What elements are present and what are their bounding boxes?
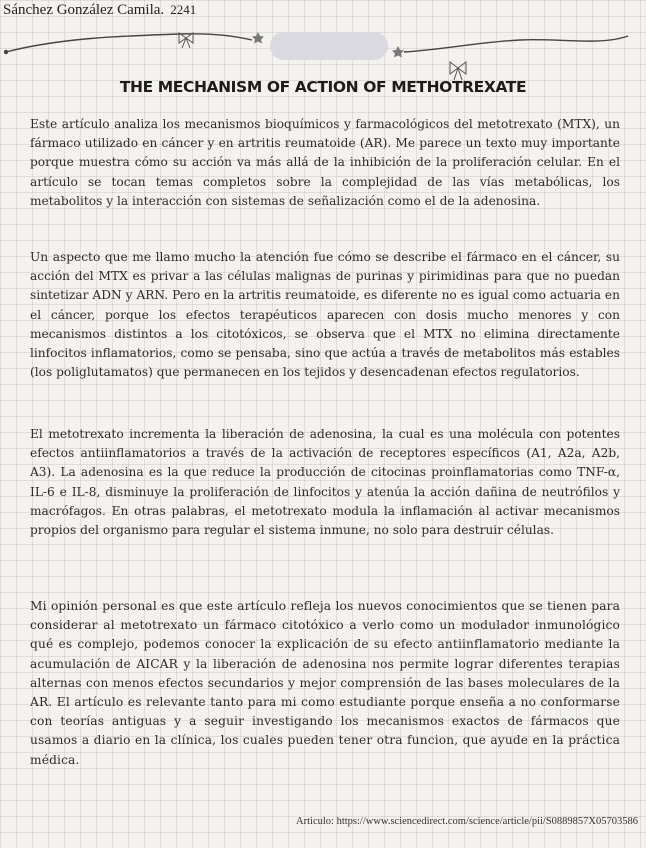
author-line — [3, 2, 196, 19]
article-link[interactable]: https://www.sciencedirect.com/science/article/pii/S0889857X05703586 — [336, 816, 638, 827]
paragraph-opinion: Mi opinión personal es que este artículo refleja los nuevos conocimientos que se tienen para considerar al metotrexato un fármaco citotóxico a verlo como un modulador inmunológico qué es complejo, podemos conocer la explicación de su efecto antiinflamatorio mediante la acumulación de AICAR y la liberación de adenosina nos permite lograr diferentes terapias alternas con menos efectos secundarios y mejor comprensión de las bases moleculares de la AR. El artículo es relevante tanto para mi como estudiante porque enseña a no conformarse con teorías antiguas y a seguir investigando los mecanismos exactos de fármacos que usamos a diario en la clínica, los cuales pueden tener otra funcion, que ayude en la práctica médica. — [30, 599, 620, 767]
star-icon — [392, 46, 404, 58]
article-reference — [296, 816, 638, 827]
left-end-dot — [4, 50, 8, 54]
paragraph-intro: Este artículo analiza los mecanismos bioquímicos y farmacológicos del metotrexato (MTX), un fármaco utilizado en cáncer y en artritis reumatoide (AR). Me parece un texto muy importante porque muestra cómo su acción va más allá de la inhibición de la proliferación celular. En el artículo se tocan temas completos sobre la complejidad de las vías metabólicas, los metabolitos y la interacción con sistemas de señalización como el de la adenosina. — [30, 117, 620, 208]
center-pill-decoration — [270, 32, 388, 60]
author-name: Sánchez González Camila. — [3, 2, 165, 18]
paragraph-adenosine: El metotrexato incrementa la liberación de adenosina, la cual es una molécula con potentes efectos antiinflamatorios a través de la activación de receptores específicos (A1, A2a, A2b, A3). La adenosina es la que reduce la producción de citocinas proinflamatorias como TNF-α, IL-6 e IL-8, disminuye la proliferación de linfocitos y atenúa la acción dañina de neutrófilos y macrófagos. En otras palabras, el metotrexato modula la inflamación al activar mecanismos propios del organismo para regular el sistema inmune, no solo para destruir células. — [30, 427, 620, 538]
star-icon — [252, 32, 264, 44]
article-label: Articulo: — [296, 816, 334, 827]
student-code: 2241 — [170, 2, 197, 17]
paragraph-cancer-vs-ar: Un aspecto que me llamo mucho la atención fue cómo se describe el fármaco en el cáncer, su acción del MTX es privar a las células malignas de purinas y pirimidinas para que no puedan sintetizar ADN y ARN. Pero en la artritis reumatoide, es diferente no es igual como actuaria en el cáncer, porque los efectos terapéuticos aparecen con dosis mucho menores y con mecanismos distintos a los citotóxicos, se observa que el MTX no elimina directamente linfocitos inflamatorios, como se pensaba, sino que actúa a través de metabolitos más estables (los poliglutamatos) que permanecen en los tejidos y desencadenan efectos regulatorios. — [30, 250, 620, 380]
bow-icon — [179, 33, 193, 48]
left-wavy-line — [6, 34, 252, 52]
page-title: THE MECHANISM OF ACTION OF METHOTREXATE — [119, 78, 527, 96]
right-wavy-line — [404, 36, 628, 52]
